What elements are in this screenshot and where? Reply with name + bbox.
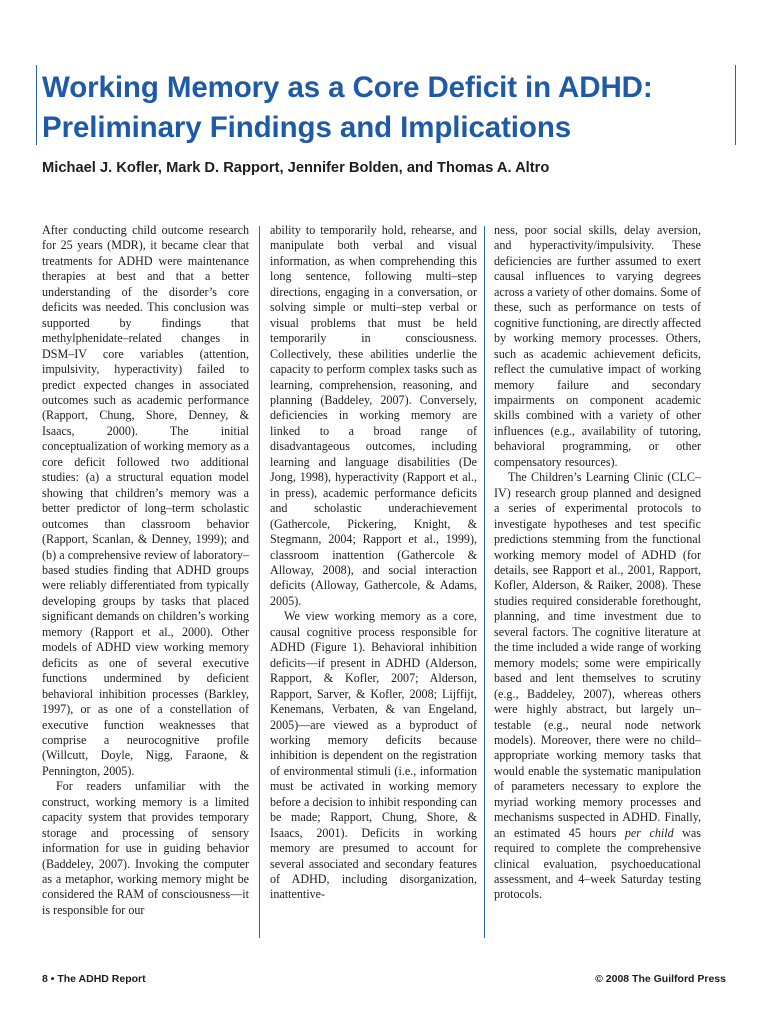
text-column-2: [270, 223, 477, 903]
paragraph: After conducting child outcome research for 25 years (MDR), it became clear that treatments for ADHD were maintenance therapies at best and that a better understanding of the disorder’s core deficits was needed. This conclusion was supported by findings that methylphenidate–related changes in DSM–IV core variables (attention, impulsivity, hyperactivity) failed to predict expected changes in associated outcomes such as academic performance (Rapport, Chung, Shore, Denney, & Isaacs, 2000). The initial conceptualization of working memory as a core deficit followed two additional studies: (a) a structural equation model showing that children’s memory was a better predictor of long–term scholastic outcomes than classroom behavior (Rapport, Scanlan, & Denney, 1999); and (b) a comprehensive review of laboratory–based studies finding that ADHD groups were reliably differentiated from typically developing groups by tasks that placed significant demands on children’s working memory (Rapport et al., 2000). Other models of ADHD view working memory deficits as one of several executive functions undermined by deficient behavioral inhibition processes (Barkley, 1997), or as one of a constellation of executive function weaknesses that comprise a neurocognitive profile (Willcutt, Doyle, Nigg, Faraone, & Pennington, 2005).: [42, 223, 249, 778]
footer-page-label: 8 • The ADHD Report: [42, 973, 146, 985]
paragraph: [494, 470, 701, 903]
emphasis-text: per child: [624, 825, 674, 840]
title-line-2: Preliminary Findings and Implications: [42, 111, 572, 144]
footer-copyright: © 2008 The Guilford Press: [595, 973, 726, 985]
paragraph-text: was required to complete the comprehensive clinical evaluation, psychoeducational assessment, and 4–week Saturday testing protocols.: [494, 825, 701, 902]
article-authors: Michael J. Kofler, Mark D. Rapport, Jennifer Bolden, and Thomas A. Altro: [42, 160, 550, 176]
paragraph: ability to temporarily hold, rehearse, and manipulate both verbal and visual information, as when comprehending this long sentence, following multi–step directions, engaging in a conversation, or solving simple or multi–step verbal or visual problems that must be held temporarily in consciousness. Collectively, these abilities underlie the capacity to perform complex tasks such as learning, comprehension, reasoning, and planning (Baddeley, 2007). Conversely, deficiencies in working memory are linked to a broad range of disadvantageous outcomes, including learning and language disabilities (De Jong, 1998), hyperactivity (Rapport et al., in press), academic performance deficits and scholastic underachievement (Gathercole, Pickering, Knight, & Stegmann, 2004; Rapport et al., 1999), classroom inattention (Gathercole & Alloway, 2008), and social interaction deficits (Alloway, Gathercole, & Adams, 2005).: [270, 223, 477, 608]
paragraph: For readers unfamiliar with the construct, working memory is a limited capacity system that provides temporary storage and processing of sensory information for use in guiding behavior (Baddeley, 2007). Invoking the computer as a metaphor, working memory might be considered the RAM of consciousness—it is responsible for our: [42, 779, 249, 917]
text-column-1: [42, 223, 249, 918]
paragraph-text: The Children’s Learning Clinic (CLC–IV) research group planned and designed a series of experimental protocols to investigate hypotheses and test specific predictions stemming from the functional working memory model of ADHD (for details, see Rapport et al., 2001, Rapport, Kofler, Alderson, & Raiker, 2008). These studies required considerable forethought, planning, and time investment due to several factors. The cognitive literature at the time included a wide range of working memory models; some were empirically based and lent themselves to scrutiny (e.g., Baddeley, 2007), whereas others were highly abstract, but largely un–testable (e.g., neural node network models). Moreover, there were no child–appropriate working memory tasks that would enable the systematic manipulation of parameters necessary to explore the myriad working memory processes and mechanisms suspected in ADHD. Finally, an estimated 45 hours: [494, 470, 701, 840]
paragraph: We view working memory as a core, causal cognitive process responsible for ADHD (Figure 1). Behavioral inhibition deficits—if present in ADHD (Alderson, Rapport, & Kofler, 2007; Alderson, Rapport, Sarver, & Kofler, 2008; Lijffijt, Kenemans, Verbaten, & van Engeland, 2005)—are viewed as a byproduct of working memory deficits because inhibition is dependent on the registration of environmental stimuli (i.e., information must be activated in working memory before a decision to inhibit responding can be made; Rapport, Chung, Shore, & Isaacs, 2001). Deficits in working memory are presumed to account for several associated and secondary features of ADHD, including disorganization, inattentive-: [270, 609, 477, 902]
column-rule-1: [259, 226, 260, 938]
article-title: [42, 68, 742, 148]
column-rule-2: [484, 226, 485, 938]
paragraph: ness, poor social skills, delay aversion, and hyperactivity/impulsivity. These deficiencies are further assumed to exert causal influences to varying degrees across a variety of other domains. Some of these, such as performance on tests of cognitive functioning, are directly affected by working memory processes. Others, such as academic achievement deficits, reflect the cumulative impact of working memory failure and secondary impairments on component academic skills combined with a variety of other influences (e.g., availability of tutoring, behavioral programming, or other compensatory resources).: [494, 223, 701, 469]
page-rule-left: [36, 65, 37, 145]
title-line-1: Working Memory as a Core Deficit in ADHD:: [42, 71, 653, 104]
text-column-3: [494, 223, 701, 903]
